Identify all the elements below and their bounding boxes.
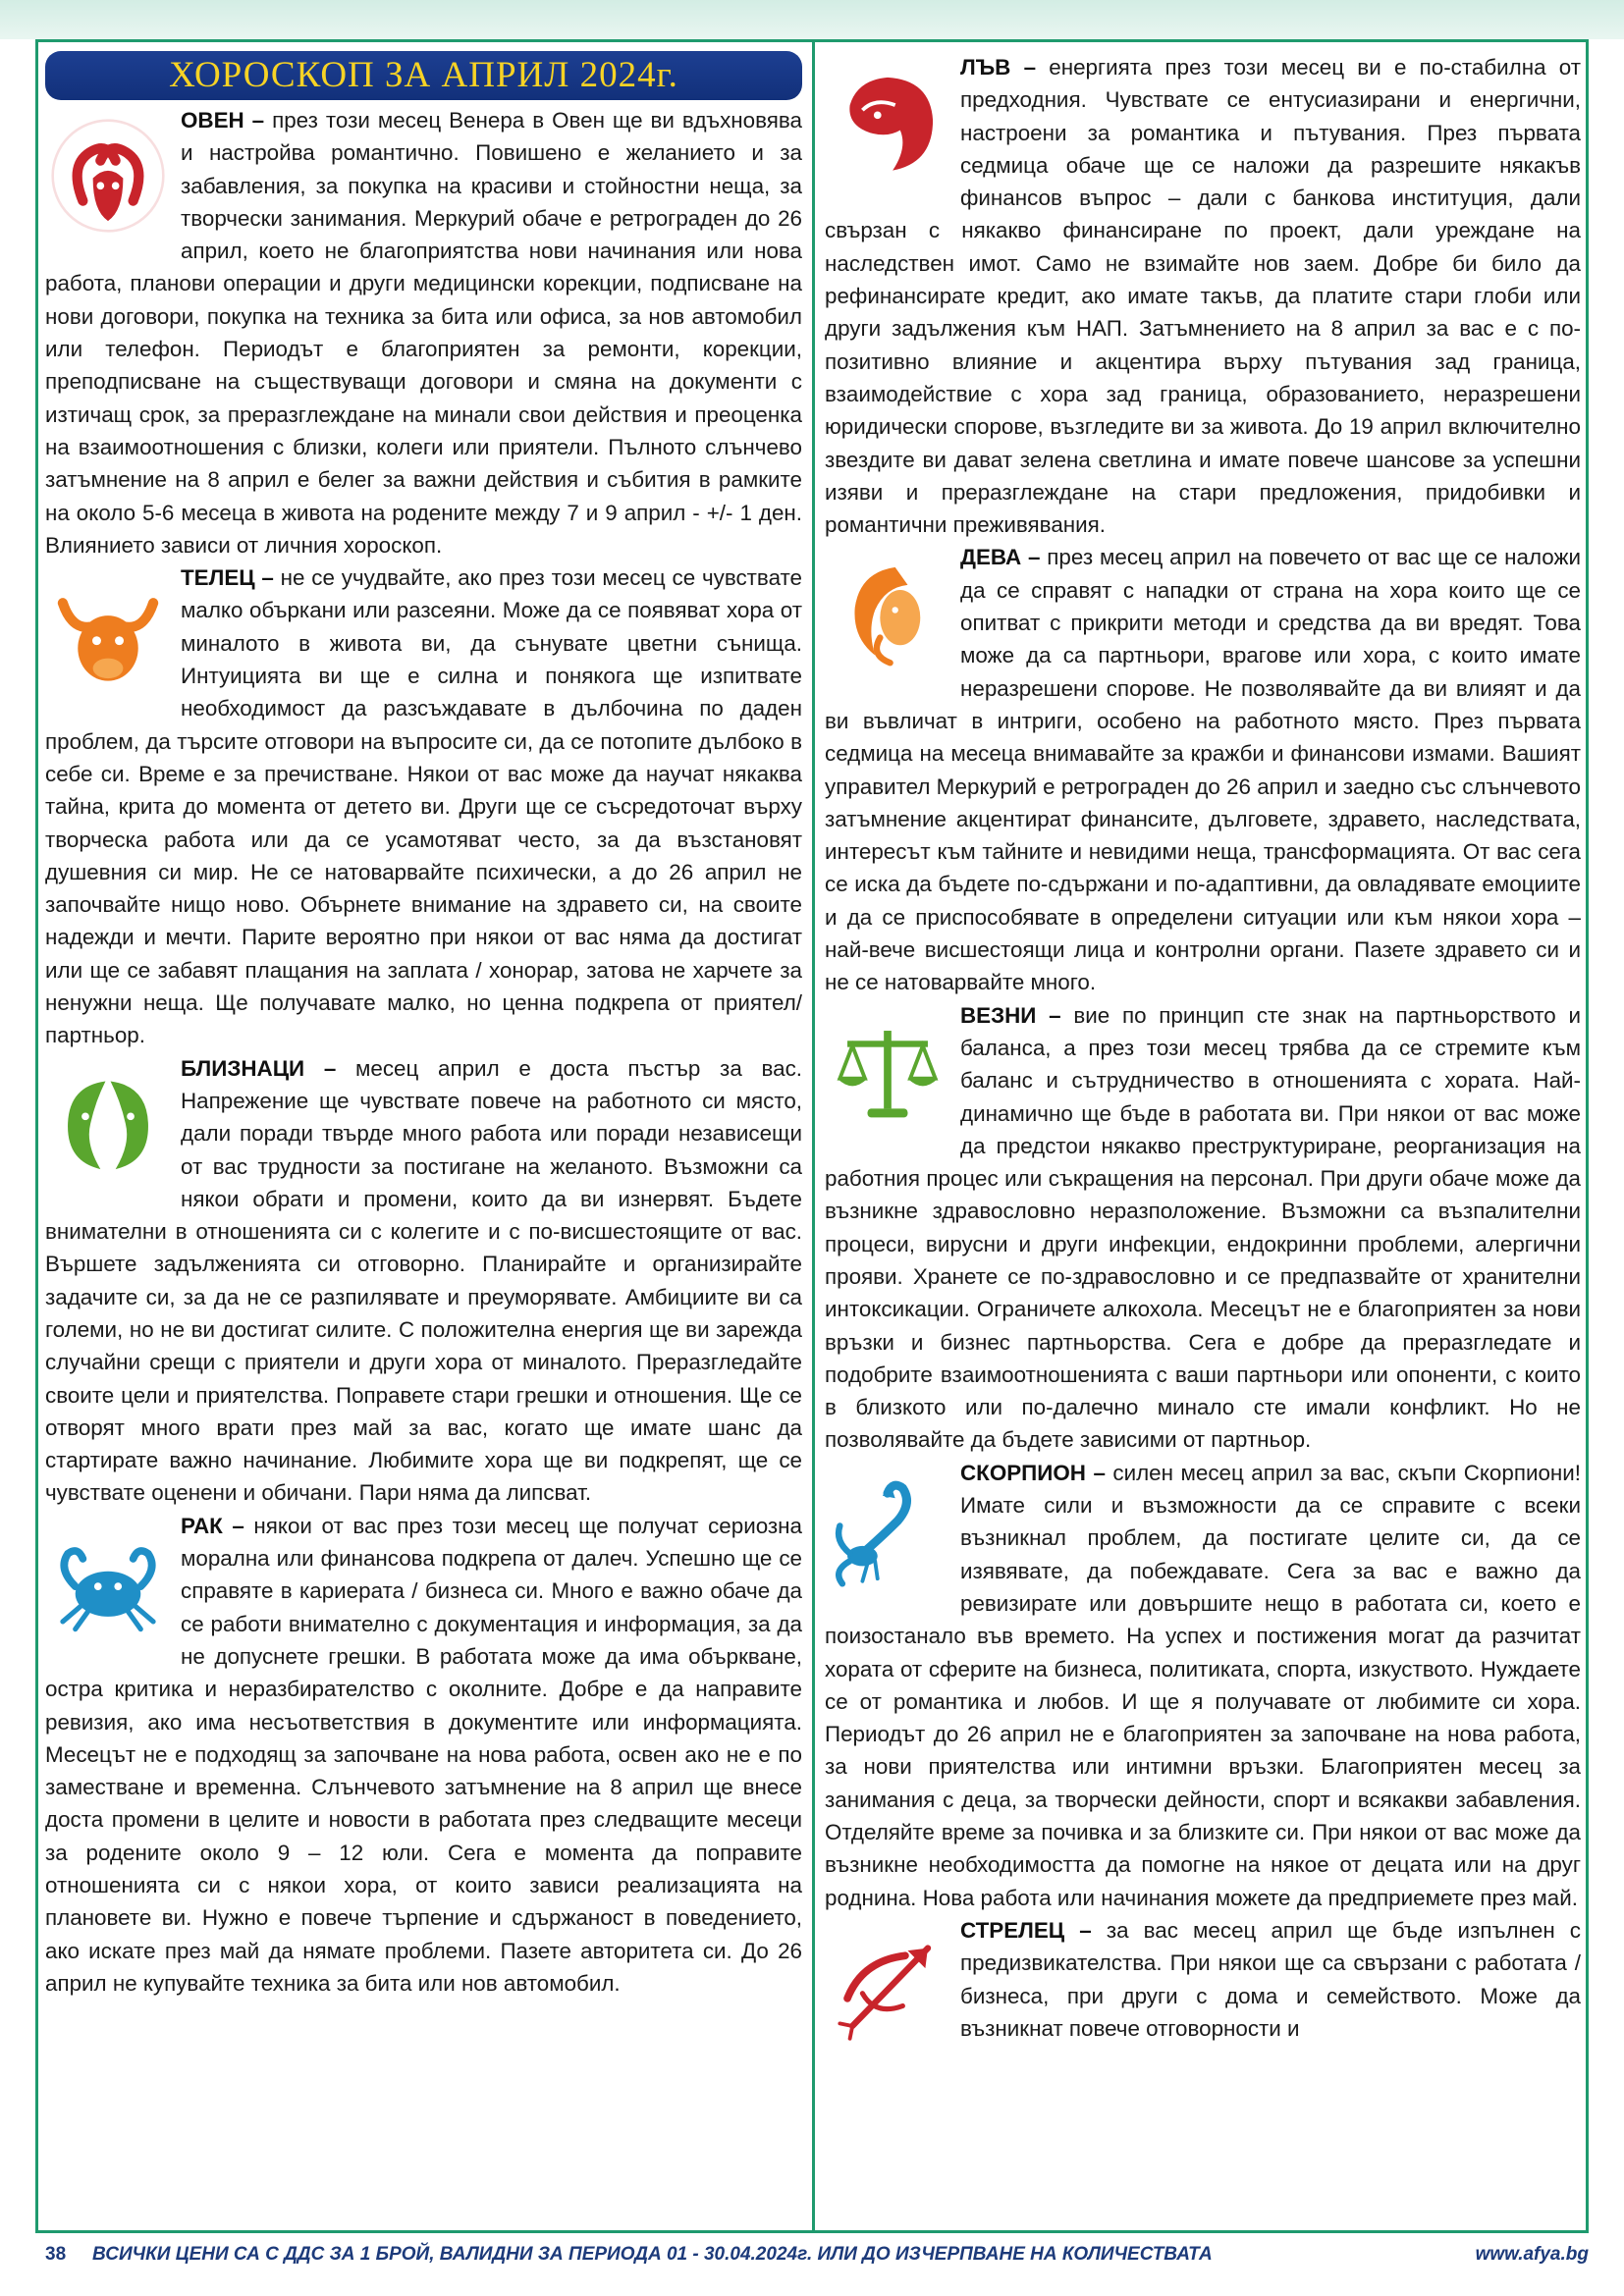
sign-text-taurus: не се учудвайте, ако през този месец се чувствате малко объркани или разсеяни. Може да се появяват хора от миналото в живота ви, да сънувате цветни сънища. Интуицията ви ще е силна и понякога ще изпитвате необходимост да разсъждавате в дълбочина по даден проблем, да търсите отговори на въпросите си, да се потопите дълбоко в себе си. Време е за пречистване. Някои от вас може да научат някаква тайна, крита до момента от детето ви. Други ще се съсредоточат върху творческа работа или да се усамотяват често, за да възстановят душевния си мир. Не се натоварвайте психически, а до 26 април не започвайте нищо ново. Обърнете внимание на здравето си, на своите надежди и мечти. Парите вероятно при някои от вас няма да достигат или ще се забавят плащания на заплата / хонорар, затова не харчете за ненужни неща. Ще получавате малко, но ценна подкрепа от приятел/партньор.: [45, 565, 802, 1048]
sign-libra: [825, 999, 1581, 1457]
sign-sagittarius: [825, 1914, 1581, 2052]
website-link[interactable]: www.afya.bg: [1475, 2244, 1589, 2265]
sign-leo: [825, 51, 1581, 541]
cancer-icon: [45, 1518, 171, 1645]
page-title: ХОРОСКОП ЗА АПРИЛ 2024г.: [45, 51, 802, 100]
sign-text-leo: енергията през този месец ви е по-стабилна от предходния. Чувствате се ентусиазирани и енергични, настроени за романтика и пътувания. През първата седмица обаче ще се наложи да разрешите някакъв финансов въпрос – дали с банкова институция, дали свързан с някакво финансиране по проект, дали уреждане на наследствен имот. Само не взимайте нов заем. Добре би било да рефинансирате кредит, ако имате такъв, да платите стари глоби или други задължения към НАП. Затъмнението на 8 април за вас е с по-позитивно влияние и акцентира върху пътувания зад граница, взаимодействие с хора зад граница, образованието, неразрешени юридически спорове, възгледите ви за живота. До 19 април включително звездите ви дават зелена светлина и имате повече шансове за успешни изяви и преразглеждане на стари предложения, придобивки и романтични преживявания.: [825, 55, 1581, 538]
left-column: [45, 51, 802, 2220]
taurus-icon: [45, 569, 171, 697]
sign-name-virgo: ДЕВА –: [960, 545, 1041, 570]
page-number: 38: [45, 2244, 67, 2265]
sign-name-leo: ЛЪВ –: [960, 55, 1037, 80]
sign-text-scorpio: силен месец април за вас, скъпи Скорпиони! Имате сили и възможности да се справите с всеки възникнал проблем, да постигате целите си, да се изявявате, да побеждавате. Сега за вас е важно да ревизирате или довършите нещо в работата си, което е поизостанало във времето. На успех и постижения могат да разчитат хората от сферите на бизнеса, политиката, спорта, изкуството. Нуждаете се от романтика и любов. И ще я получавате от любимите си хора. Периодът до 26 април не е благоприятен за започване на нова работа, за нови приятелства или интимни връзки. Благоприятен месец за занимания с деца, за творчески дейности, спорт и всякакви забавления. Отделяйте време за почивка и за близките си. При някои от вас може да възникне необходимостта да помогне на някое от децата или на друг роднина. Нова работа или начинания можете да предприемете през май.: [825, 1460, 1581, 1910]
right-column: [825, 51, 1581, 2220]
sign-text-gemini: месец април е доста пъстър за вас. Напрежение ще чувствате повече на работното си място, дали поради твърде много работа или поради независещи от вас трудности за постигане на желаното. Възможни са някои обрати и промени, които да ви изнервят. Бъдете внимателни в отношенията си с колегите и с по-висшестоящите от вас. Вършете задълженията си отговорно. Планирайте и организирайте задачите си, за да не се разпилявате и преуморявате. Амбициите ви са големи, но не ви достигат силите. С положителна енергия ще ви зарежда случайни срещи с приятели и други хора от миналото. Преразгледайте своите цели и приятелства. Поправете стари грешки и отношения. Ще се отворят много врати през май за вас, когато ще имате шанс да стартирате важно начинание. Любимите хора ще ви подкрепят, ще се чувствате оценени и обичани. Пари няма да липсват.: [45, 1055, 802, 1506]
sign-name-gemini: БЛИЗНАЦИ –: [181, 1055, 337, 1081]
sign-name-scorpio: СКОРПИОН –: [960, 1460, 1106, 1485]
sign-name-sagittarius: СТРЕЛЕЦ –: [960, 1917, 1092, 1943]
sign-virgo: [825, 541, 1581, 998]
sign-cancer: [45, 1510, 802, 2000]
sign-aries: [45, 104, 802, 561]
sign-text-virgo: през месец април на повечето от вас ще се наложи да се справят с нападки от страна на хора които ще се опитват с прикрити методи и средства да ви вредят. Това може да са партньори, врагове или хора, с които имате неразрешени спорове. Не позволявайте да ви влияят и да ви въвличат в интриги, особено на работното място. През първата седмица на месеца внимавайте за кражби и финансови измами. Вашият управител Меркурий е ретрограден до 26 април и заедно със слънчевото затъмнение акцентират финансите, дълговете, здравето, наследствата, интересът към тайните и невидими неща, трансформацията. От вас сега се иска да бъдете по-сдържани и по-адаптивни, да овладявате емоциите и да се приспособявате в определени ситуации или към някои хора – най-вече висшестоящи лица и контролни органи. Пазете здравето си и не се натоварвайте много.: [825, 545, 1581, 995]
top-band: [0, 0, 1624, 39]
sign-name-cancer: РАК –: [181, 1513, 244, 1538]
sign-name-aries: ОВЕН –: [181, 108, 265, 133]
virgo-icon: [825, 549, 950, 676]
column-divider: [812, 42, 815, 2230]
sagittarius-icon: [825, 1922, 950, 2050]
libra-icon: [825, 1007, 950, 1135]
aries-icon: [45, 112, 171, 240]
price-notice: ВСИЧКИ ЦЕНИ СА С ДДС ЗА 1 БРОЙ, ВАЛИДНИ ЗА ПЕРИОДА 01 - 30.04.2024г. ИЛИ ДО ИЗЧЕРПВАНЕ НА КОЛИЧЕСТВАТА: [92, 2244, 1213, 2265]
sign-name-libra: ВЕЗНИ –: [960, 1002, 1061, 1028]
sign-name-taurus: ТЕЛЕЦ –: [181, 565, 274, 591]
sign-text-sagittarius: за вас месец април ще бъде изпълнен с предизвикателства. При някои ще са свързани с работата / бизнеса, при други с дома и семейството. Може да възникнат повече отговорности и: [960, 1917, 1581, 2041]
scorpio-icon: [825, 1465, 950, 1592]
page-footer: [39, 2240, 1589, 2269]
sign-text-libra: вие по принцип сте знак на партньорството и баланса, а през този месец трябва да се стремите към баланс и сътрудничество в отношенията с хората. Най-динамично ще бъде в работата ви. При някои от вас може да предстои някакво преструктуриране, реорганизация на работния процес или съкращения на персонал. При други обаче може да възникне здравословно неразположение. Възможни са възпалителни процеси, вирусни и други инфекции, ендокринни проблеми, алергични прояви. Хранете се по-здравословно и се предпазвайте от хранителни интоксикации. Ограничете алкохола. Месецът не е благоприятен за нови връзки и бизнес партньорства. Сега е добре да преразгледате и подобрите взаимоотношенията с ваши партньори или опоненти, с които в близкото или по-далечно минало сте имали конфликт. Но не позволявайте да бъдете зависими от партньор.: [825, 1002, 1581, 1453]
sign-text-aries: през този месец Венера в Овен ще ви вдъхновява и настройва романтично. Повишено е желанието и за забавления, за покупка на красиви и стойностни неща, за творчески занимания. Меркурий обаче е ретрограден до 26 април, което не благоприятства нови начинания или нова работа, планови операции и други медицински корекции, подписване на нови договори, покупка на техника за бита или офиса, за нов автомобил или телефон. Периодът е благоприятен за ремонти, корекции, преподписване на съществуващи договори и смяна на документи с изтичащ срок, за преразглеждане на минали свои действия и преоценка на взаимоотношения с близки, колеги или приятели. Пълното слънчево затъмнение на 8 април е белег за важни действия и събития в рамките на около 5-6 месеца в живота на родените между 7 и 9 април - +/- 1 ден. Влиянието зависи от личния хороскоп.: [45, 108, 802, 558]
leo-icon: [825, 59, 950, 187]
sign-scorpio: [825, 1457, 1581, 1914]
sign-taurus: [45, 561, 802, 1051]
sign-text-cancer: някои от вас през този месец ще получат сериозна морална или финансова подкрепа от далеч. Успешно ще се справяте в кариерата / бизнеса си. Много е важно обаче да се работи внимателно с документация и информация, за да не допуснете грешки. В работата може да има объркване, остра критика и неразбирателство с околните. Добре е да направите ревизия, ако има несъответствия в документите или информацията. Месецът не е подходящ за започване на нова работа, освен ако не е по заместване и временна. Слънчевото затъмнение на 8 април ще внесе доста промени в целите и новости в работата през следващите месеци за родените около 9 – 12 юли. Сега е момента да поправите отношенията си с някои хора, от които зависи реализацията на плановете ви. Нужно е повече търпение и сдържаност в поведението, ако искате през май да нямате проблеми. Пазете авторитета си. До 26 април не купувайте техника за бита или нов автомобил.: [45, 1513, 802, 1996]
sign-gemini: [45, 1052, 802, 1510]
gemini-icon: [45, 1060, 171, 1188]
